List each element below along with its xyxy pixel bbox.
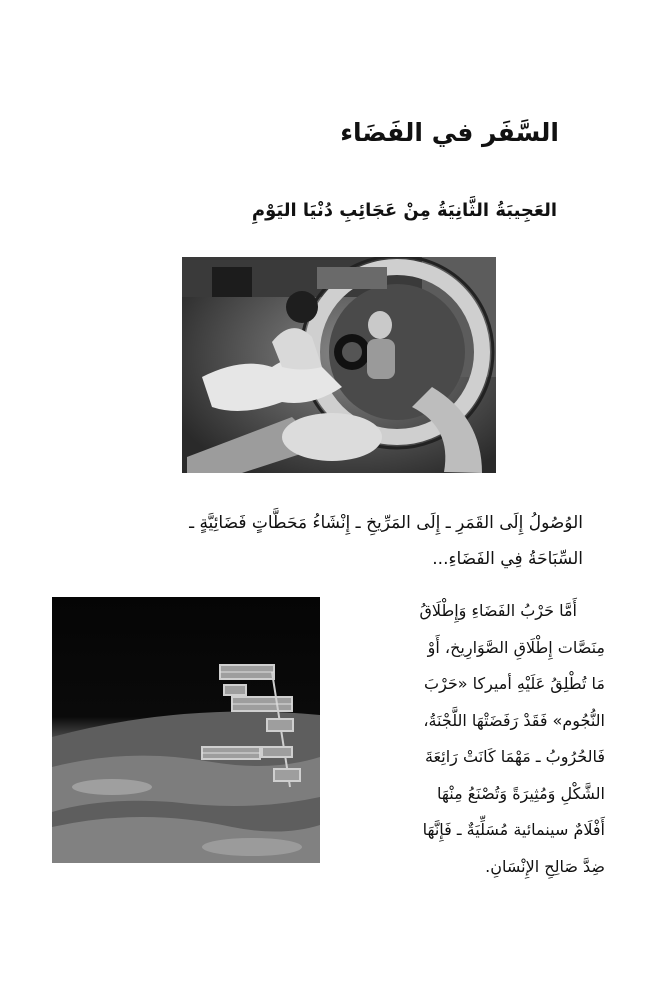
- intro-line: الوُصُولُ إِلَى القَمَرِ ـ إِلَى المَرِّيخِ ـ إِنْشَاءُ مَحَطَّاتٍ فَضَائِيَّةٍ ـ: [189, 513, 583, 533]
- intro-line: السِّبَاحَةُ فِي الفَضَاءِ...: [432, 549, 583, 569]
- page-title: السَّفَر في الفَضَاء: [340, 118, 559, 147]
- body-line: مِنَصَّات إِطْلَاقِ الصَّوَارِيخ، أَوْ: [427, 637, 605, 657]
- space-station-over-earth-photo-icon: [52, 597, 320, 863]
- body-line: النُّجُوم» فَقَدْ رَفَضَتْهَا اللَّجْنَةُ،: [423, 710, 605, 730]
- body-line: فَالحُرُوبُ ـ مَهْمَا كَانَتْ رَائِعَةَ: [424, 747, 605, 766]
- body-line: أَفْلَامٌ سينمائية مُسَلِّيَةٌ ـ فَإِنَّهَا: [422, 820, 605, 839]
- intro-paragraph: [45, 505, 605, 577]
- body-line: مَا تُطْلِقُ عَلَيْهِ أميركا «حَرْبَ: [424, 674, 605, 693]
- body-line: أَمَّا حَرْبُ الفَضَاءِ وَإِطْلَاقُ: [419, 601, 577, 620]
- body-paragraph: [323, 593, 605, 885]
- body-line: ضِدَّ صَالِحِ الإِنْسَانِ.: [485, 856, 605, 876]
- body-line: الشَّكْلِ وَمُثِيرَةً وَتُصْنَعُ مِنْهَا: [436, 783, 605, 803]
- astronaut-spacesuit-photo-icon: [182, 257, 496, 473]
- section-subtitle: العَجِيبَةُ الثَّانِيَةُ مِنْ عَجَائِبِ دُنْيَا اليَوْمِ: [251, 200, 557, 221]
